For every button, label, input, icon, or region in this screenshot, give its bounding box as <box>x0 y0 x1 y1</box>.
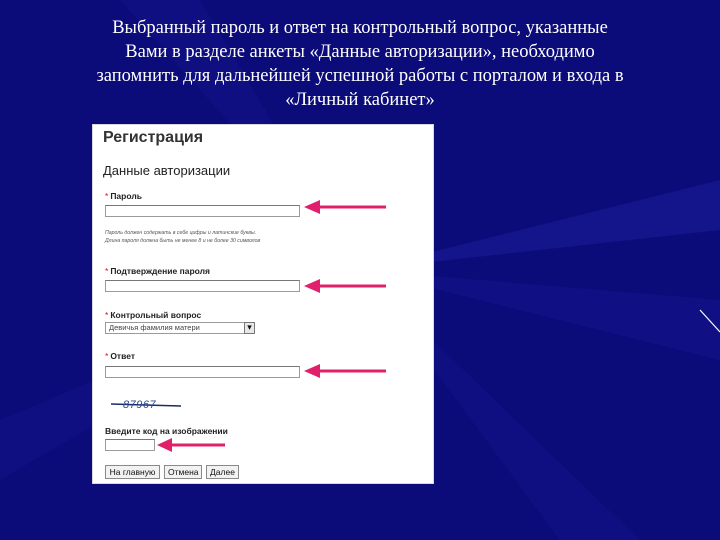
password-hint-line: Длина пароля должна быть не менее 8 и не более 30 символов <box>105 238 261 244</box>
required-mark: * <box>105 351 109 361</box>
answer-field[interactable] <box>105 366 300 378</box>
registration-form-screenshot <box>92 124 434 484</box>
password-field[interactable] <box>105 205 300 217</box>
password-hint-line: Пароль должен содержать в себе цифры и латинские буквы. <box>105 230 257 236</box>
slide-title <box>20 16 700 112</box>
captcha-input[interactable] <box>105 439 155 451</box>
slide-title-line: «Личный кабинет» <box>285 90 435 110</box>
confirm-label <box>105 266 210 276</box>
next-button[interactable]: Далее <box>206 465 239 479</box>
back-to-home-button[interactable]: На главную <box>105 465 160 479</box>
form-title: Регистрация <box>103 129 204 146</box>
dropdown-arrow-icon[interactable]: ▾ <box>244 322 255 334</box>
answer-label-text: Ответ <box>110 351 135 361</box>
question-label <box>105 310 201 320</box>
cancel-button[interactable]: Отмена <box>164 465 202 479</box>
confirm-label-text: Подтверждение пароля <box>110 266 210 276</box>
section-heading: Данные авторизации <box>103 163 231 178</box>
password-label-text: Пароль <box>110 191 142 201</box>
slide-title-line: запомнить для дальнейшей успешной работы с порталом и входа в <box>96 66 624 86</box>
required-mark: * <box>105 266 109 276</box>
confirm-password-field[interactable] <box>105 280 300 292</box>
required-mark: * <box>105 310 109 320</box>
captcha-label: Введите код на изображении <box>105 426 228 436</box>
password-label <box>105 191 142 201</box>
question-label-text: Контрольный вопрос <box>110 310 202 320</box>
slide-title-line: Вами в разделе анкеты «Данные авторизации», необходимо <box>125 42 595 62</box>
security-question-select[interactable]: Девичья фамилия матери <box>105 322 255 334</box>
required-mark: * <box>105 191 109 201</box>
captcha-image: 87967 <box>123 399 157 411</box>
password-hint <box>105 229 405 245</box>
answer-label <box>105 351 135 361</box>
slide-title-line: Выбранный пароль и ответ на контрольный вопрос, указанные <box>112 18 608 38</box>
